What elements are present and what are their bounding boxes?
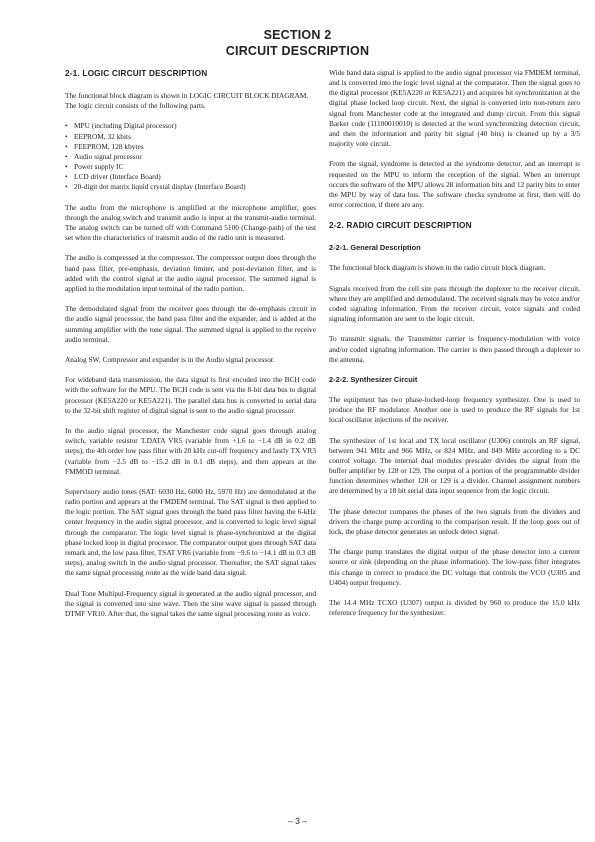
list-item: • LCD driver (Interface Board) — [65, 172, 161, 182]
section-number: SECTION 2 — [263, 28, 332, 42]
list-item: • Audio signal processor — [65, 151, 142, 161]
dtmf-paragraph: Dual Tone Multipul-Frequency signal is generated at the audio signal processor, and the signal is converted into sine wave. Then the sine wave signal is passed through DTMF VR10. After that, the signal takes the same signal processing route as voice. — [65, 588, 316, 618]
pll-paragraph: The equipment has two phase-locked-loop frequency synthesizer. One is used to produce the RF modulator. Another one is used to produce the RF signals for 1st local oscillator injections of the receiver. — [329, 394, 580, 425]
bullet-icon: • — [65, 131, 68, 141]
list-item: • MPU (including Digital processor) — [65, 121, 177, 131]
compressor-paragraph: The audio is compressed at the compressor. The compressor output does through the band pass filter, pre-emphasis, deviation limiter, and post-deviation filter, and is added with the control signal at the audio signal processor. The summed signal is applied to the modulation input terminal of the radio portion. — [65, 253, 316, 293]
list-item: • EEPROM, 32 kbits — [65, 131, 131, 141]
local-oscillator-paragraph: The synthesizer of 1st local and TX local oscillator (U306) controls an RF signal, between 941 MHz and 966 MHz, or 824 MHz, and 849 MHz according to a DC control voltage. The internal dual modules prescaler divides the signal from the buffer amplifier by 128 or 129. The output of a portion of the programmable divider function determines whether 128 or 129 is a divider. Channel assignment numbers are determined by a 18 bit serial data input sequence from the logic circuit. — [329, 435, 580, 496]
list-item: • 20-digit dot matrix liquid crystal display (Interface Board) — [65, 182, 246, 192]
logic-parts-intro: The logic circuit consists of the following parts. — [65, 101, 206, 111]
bullet-icon: • — [65, 121, 68, 131]
page-number: – 3 – — [287, 816, 308, 826]
radio-circuit-heading: 2-2. RADIO CIRCUIT DESCRIPTION — [329, 220, 472, 231]
audio-processor-note: Analog SW, Compressor and expander is in the Audio signal processor. — [65, 354, 275, 364]
transmit-signals-paragraph: To transmit signals, the Transmitter carrier is frequency-modulation with voice and/or coded signaling information. The carrier is then passed through a duplexer to the antenna. — [329, 334, 580, 364]
logic-intro-paragraph: The functional block diagram is shown in LOGIC CIRCUIT BLOCK DIAGRAM. — [65, 91, 309, 100]
synthesizer-subheading: 2-2-2. Synthesizer Circuit — [329, 374, 418, 384]
logic-parts-list — [65, 121, 316, 192]
microphone-audio-paragraph: The audio from the microphone is amplified at the microphone amplifier, goes through the analog switch and transmit audio is input at the transmit-audio terminal. The analog switch can be turned off with Command 5100 (Change-path) of the test set when the characteristics of transmit audio of the radio unit is measured. — [65, 202, 316, 243]
right-column — [329, 68, 580, 629]
bullet-icon: • — [65, 162, 68, 172]
received-signals-paragraph: Signals received from the cell site pass through the duplexer to the receiver circuit, where they are amplified and demodulated. The received signals may be voice and/or coded signaling information. From the receiver circuit, voice signals and coded signaling information are sent to the logic circuit. — [329, 283, 580, 324]
bullet-icon: • — [65, 151, 68, 161]
section-title: CIRCUIT DESCRIPTION — [225, 44, 370, 58]
section-header — [0, 27, 595, 59]
general-description-subheading: 2-2-1. General Description — [329, 243, 421, 253]
charge-pump-paragraph: The charge pump translates the digital output of the phase detector into a current source or sink (depending on the phase information). The low-pass filter integrates this change in correct to produce the DC voltage that controls the VCO (U305 and U404) output frequency. — [329, 547, 580, 587]
wideband-data-paragraph: For wideband data transmission, the data signal is first encoded into the BCH code with the software for the MPU. The BCH code is sent via the 8-bit data bus to digital processor (KE5A220 or KE5A221). The parallel data bus is converted to serial data to the 32-bit shift register of digital signal is sent to the audio signal processor. — [65, 375, 316, 415]
demodulated-signal-paragraph: The demodulated signal from the receiver goes through the de-emphasis circuit in the audio signal processor, the band pass filter and the expander, and is added at the summing amplifier with the tone signal. The summed signal is applied to the receive audio terminal. — [65, 304, 316, 344]
bullet-icon: • — [65, 141, 68, 151]
phase-detector-paragraph: The phase detector compares the phases of the two signals from the dividers and drivers the charge pump according to the comparison result. If the loop goes out of lock, the phase detector generates an unlock detect signal. — [329, 506, 580, 536]
radio-block-diagram-paragraph: The functional block diagram is shown in the radio circuit block diagram. — [329, 263, 546, 273]
tcxo-paragraph: The 14.4 MHz TCXO (U307) output is divided by 960 to produce the 15.0 kHz reference frequency for the synthesizer. — [329, 598, 580, 618]
left-column — [65, 68, 316, 629]
bullet-icon: • — [65, 172, 68, 182]
wideband-receive-paragraph: Wide band data signal is applied to the audio signal processor via FMDEM terminal, and is converted into the logic level signal at the comparator. Then the signal goes to the digital processor (KE5A220 or KE5A221) and acquires bit synchronization at the digital phase locked loop circuit. Next, the signal is converted into non-return zero signal from Manchester code at the integrated and dump circuit. From this signal Barker code (11100010010) is detected at the word synchronizing detection circuit, and then the information and parity bit signal (40 bits) is cleaned up by a 3/5 majority vote circuit. — [329, 68, 580, 149]
manchester-code-paragraph: In the audio signal processor, the Manchester code signal goes through analog switch, variable resistor T.DATA VR5 (variable from +1.6 to −1.4 dB in 0.2 dB steps), the 4th order low pass filter with 20 kHz cut-off frequency and lastly TX VR3 (variable from −2.5 dB to −15.2 dB in 0.1 dB steps), and then appears at the FMMOD terminal. — [65, 426, 316, 476]
bullet-icon: • — [65, 182, 68, 192]
list-item: • Power supply IC — [65, 162, 124, 172]
sat-paragraph: Supervisory audio tones (SAT: 6030 Hz, 6000 Hz, 5970 Hz) are demodulated at the radio portion and appears at the FMDEM terminal. The SAT signal is then applied to the logic portion. The SAT signal goes through the band pass filter having the 6-kHz center frequency in the audio signal processor, and is converted to logic level signal through the comparator. The logic level signal is phase-synchronized at the digital phase locked loop in digital processor. The comparator output goes through SAT data remark and, the low pass filter, TSAT VR6 (variable from −9.6 to −14.1 dB in 0.3 dB steps), analog switch in the audio signal processor. Thereafter, the SAT signal takes the same signal processing route as the wide band data signal. — [65, 486, 316, 578]
syndrome-paragraph: From the signal, syndrome is detected at the syndrome detector, and an interrupt is requested on the MPU to inform the reception of the signal. When an interrupt occurs the software of the MPU allows 28 information bits and 12 parity bits to enter the MPU by way of data bus. The software checks syndrome at first, then will do error correction, if there are any. — [329, 159, 580, 210]
list-item: • FEEPROM, 128 kbytes — [65, 141, 144, 151]
logic-circuit-heading: 2-1. LOGIC CIRCUIT DESCRIPTION — [65, 68, 208, 78]
